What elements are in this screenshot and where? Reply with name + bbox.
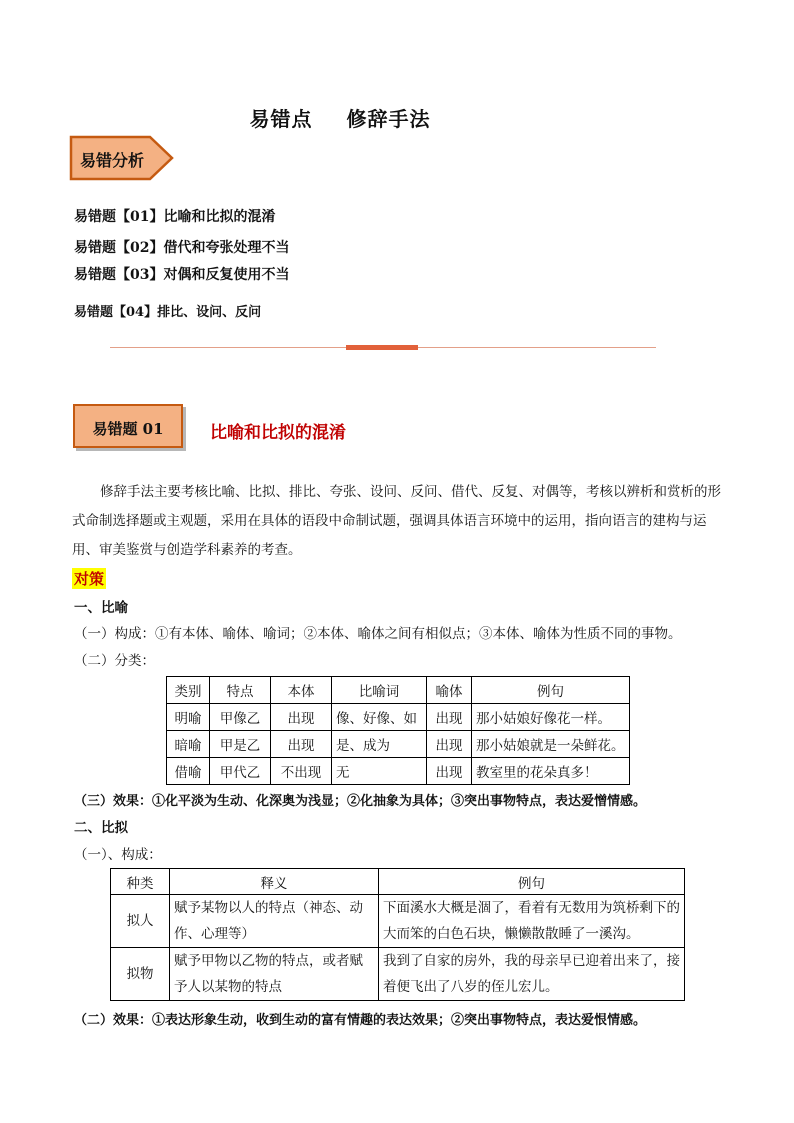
table-cell: 不出现: [271, 758, 332, 785]
table-row: [111, 948, 685, 1001]
section-divider-accent: [346, 345, 418, 350]
tag-label: 易错分析: [80, 151, 145, 170]
table-header-cell: 喻体: [427, 677, 472, 704]
section-label: 易错题 01: [92, 420, 164, 438]
table-cell: 明喻: [167, 704, 210, 731]
personification-table: [110, 868, 685, 1001]
error-item-2: 易错题【02】借代和夸张处理不当: [74, 240, 290, 256]
page-title: [0, 103, 680, 132]
table-header-cell: 本体: [271, 677, 332, 704]
simile-effect: （三）效果：①化平淡为生动、化深奥为浅显；②化抽象为具体；③突出事物特点，表达爱憎情感。: [74, 794, 647, 809]
table-cell: 是、成为: [332, 731, 427, 758]
simile-heading: 一、比喻: [74, 600, 128, 616]
table-cell: 教室里的花朵真多！: [472, 758, 630, 785]
table-cell: 出现: [427, 731, 472, 758]
table-cell: 出现: [271, 704, 332, 731]
table-header-row: [167, 677, 630, 704]
table-header-row: [111, 869, 685, 895]
table-header-cell: 比喻词: [332, 677, 427, 704]
error-analysis-tag: [68, 134, 176, 182]
section-label-box: [73, 404, 183, 448]
table-cell: 暗喻: [167, 731, 210, 758]
personification-composition: （一）、构成：: [74, 847, 162, 863]
table-cell: 甲代乙: [210, 758, 271, 785]
error-item-3: 易错题【03】对偶和反复使用不当: [74, 267, 290, 283]
table-header-cell: 释义: [170, 869, 379, 895]
intro-paragraph: 修辞手法主要考核比喻、比拟、排比、夸张、设问、反问、借代、反复、对偶等，考核以辨析和赏析的形式命制选择题或主观题，采用在具体的语段中命制试题，强调具体语言环境中的运用，指向语言的建构与运用、审美鉴赏与创造学科素养的考查。: [72, 484, 721, 558]
table-cell: 我到了自家的房外，我的母亲早已迎着出来了，接着便飞出了八岁的侄儿宏儿。: [379, 948, 685, 1001]
table-row: [167, 731, 630, 758]
table-row: [167, 704, 630, 731]
table-header-cell: 种类: [111, 869, 170, 895]
table-row: [111, 895, 685, 948]
table-cell: 甲像乙: [210, 704, 271, 731]
table-cell: 赋予甲物以乙物的特点，或者赋予人以某物的特点: [170, 948, 379, 1001]
table-header-cell: 例句: [472, 677, 630, 704]
error-item-1: 易错题【01】比喻和比拟的混淆: [74, 209, 276, 225]
personification-effect: （二）效果：①表达形象生动，收到生动的富有情趣的表达效果；②突出事物特点，表达爱恨情感。: [74, 1013, 647, 1028]
table-cell: 拟物: [111, 948, 170, 1001]
simile-table: [166, 676, 630, 785]
table-cell: 那小姑娘好像花一样。: [472, 704, 630, 731]
title-part-1: 易错点: [249, 107, 313, 131]
table-cell: 出现: [271, 731, 332, 758]
personification-heading: 二、比拟: [74, 820, 128, 836]
title-part-2: 修辞手法: [346, 107, 431, 131]
simile-composition: （一）构成：①有本体、喻体、喻词；②本体、喻体之间有相似点；③本体、喻体为性质不同的事物。: [74, 626, 682, 642]
table-cell: 甲是乙: [210, 731, 271, 758]
section-title: 比喻和比拟的混淆: [210, 423, 346, 443]
table-header-cell: 特点: [210, 677, 271, 704]
table-cell: 下面溪水大概是涸了，看着有无数用为筑桥剩下的大而笨的白色石块，懒懒散散睡了一溪沟。: [379, 895, 685, 948]
table-cell: 无: [332, 758, 427, 785]
table-cell: 拟人: [111, 895, 170, 948]
table-cell: 出现: [427, 704, 472, 731]
error-item-4: 易错题【04】排比、设问、反问: [74, 305, 262, 320]
table-cell: 那小姑娘就是一朵鲜花。: [472, 731, 630, 758]
table-header-cell: 类别: [167, 677, 210, 704]
table-cell: 借喻: [167, 758, 210, 785]
table-cell: 出现: [427, 758, 472, 785]
simile-classification: （二）分类：: [74, 653, 155, 669]
strategy-highlight: 对策: [74, 570, 105, 588]
table-row: [167, 758, 630, 785]
table-cell: 像、好像、如: [332, 704, 427, 731]
table-cell: 赋予某物以人的特点（神态、动作、心理等）: [170, 895, 379, 948]
table-header-cell: 例句: [379, 869, 685, 895]
